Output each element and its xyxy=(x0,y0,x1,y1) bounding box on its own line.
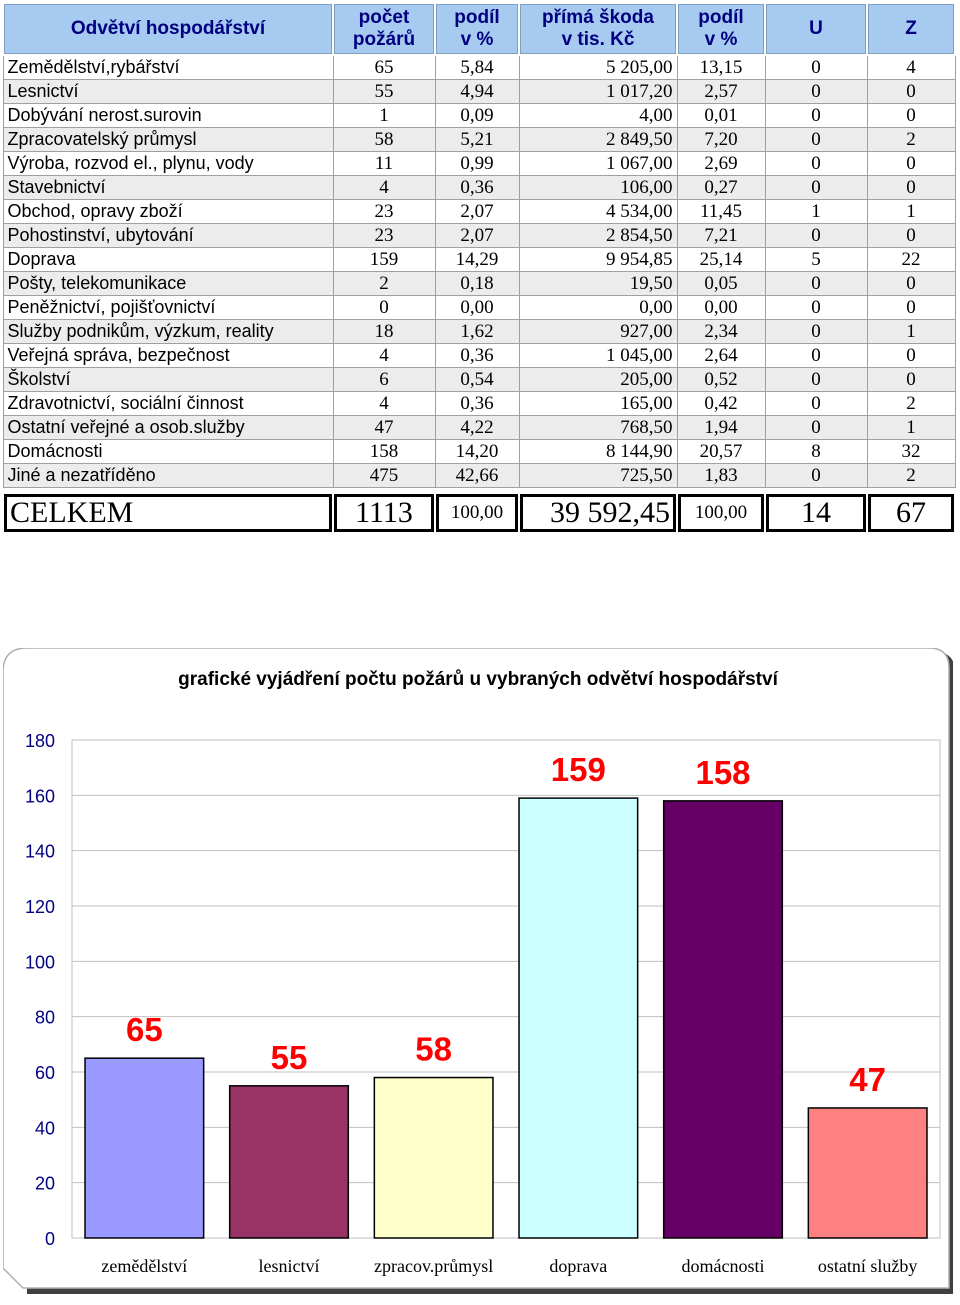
cell-fire-share: 0,18 xyxy=(435,272,519,296)
data-label: 55 xyxy=(270,1038,308,1076)
data-label: 159 xyxy=(550,751,606,789)
table-row xyxy=(3,440,955,464)
cell-sector: Stavebnictví xyxy=(3,176,333,200)
cell-fire-share: 5,84 xyxy=(435,55,519,80)
cell-z: 22 xyxy=(867,248,955,272)
cell-direct-damage: 5 205,00 xyxy=(519,55,677,80)
cell-damage-share: 0,00 xyxy=(677,296,765,320)
cell-u: 0 xyxy=(765,55,867,80)
cell-fire-count: 23 xyxy=(333,224,435,248)
cell-z: 0 xyxy=(867,272,955,296)
cell-fire-share: 0,09 xyxy=(435,104,519,128)
cell-z: 2 xyxy=(867,392,955,416)
cell-direct-damage: 165,00 xyxy=(519,392,677,416)
y-tick-label: 40 xyxy=(34,1118,55,1139)
cell-fire-share: 4,22 xyxy=(435,416,519,440)
table-row xyxy=(3,248,955,272)
header-u: U xyxy=(765,3,867,55)
cell-z: 2 xyxy=(867,464,955,488)
cell-z: 32 xyxy=(867,440,955,464)
cell-direct-damage: 0,00 xyxy=(519,296,677,320)
cell-sector: Doprava xyxy=(3,248,333,272)
cell-fire-count: 4 xyxy=(333,392,435,416)
cell-direct-damage: 768,50 xyxy=(519,416,677,440)
table-row xyxy=(3,416,955,440)
cell-fire-share: 0,99 xyxy=(435,152,519,176)
cell-fire-count: 4 xyxy=(333,344,435,368)
cell-fire-share: 5,21 xyxy=(435,128,519,152)
cell-sector: Jiné a nezatříděno xyxy=(3,464,333,488)
cell-direct-damage: 4 534,00 xyxy=(519,200,677,224)
cell-damage-share: 2,69 xyxy=(677,152,765,176)
cell-fire-share: 2,07 xyxy=(435,224,519,248)
cell-u: 0 xyxy=(765,80,867,104)
cell-fire-count: 0 xyxy=(333,296,435,320)
cell-u: 0 xyxy=(765,128,867,152)
header-direct-damage: přímá škoda v tis. Kč xyxy=(519,3,677,55)
cell-u: 0 xyxy=(765,224,867,248)
cell-sector: Peněžnictví, pojišťovnictví xyxy=(3,296,333,320)
x-tick-label: zemědělství xyxy=(101,1256,188,1276)
cell-sector: Výroba, rozvod el., plynu, vody xyxy=(3,152,333,176)
y-tick-label: 20 xyxy=(34,1173,55,1194)
cell-damage-share: 0,01 xyxy=(677,104,765,128)
cell-z: 1 xyxy=(867,320,955,344)
cell-sector: Pošty, telekomunikace xyxy=(3,272,333,296)
cell-damage-share: 25,14 xyxy=(677,248,765,272)
y-tick-label: 120 xyxy=(24,897,55,917)
cell-direct-damage: 2 849,50 xyxy=(519,128,677,152)
y-tick-label: 80 xyxy=(34,1007,55,1028)
data-label: 158 xyxy=(695,753,751,791)
cell-sector: Ostatní veřejné a osob.služby xyxy=(3,416,333,440)
header-fire-share: podíl v % xyxy=(435,3,519,55)
cell-fire-share: 0,36 xyxy=(435,392,519,416)
cell-damage-share: 11,45 xyxy=(677,200,765,224)
cell-direct-damage: 9 954,85 xyxy=(519,248,677,272)
cell-damage-share: 2,34 xyxy=(677,320,765,344)
cell-direct-damage: 4,00 xyxy=(519,104,677,128)
total-damage: 39 592,45 xyxy=(519,493,677,533)
y-tick-label: 180 xyxy=(24,731,55,751)
data-label: 58 xyxy=(415,1030,453,1068)
table-header-row xyxy=(3,3,955,55)
cell-sector: Služby podnikům, výzkum, reality xyxy=(3,320,333,344)
cell-damage-share: 20,57 xyxy=(677,440,765,464)
cell-sector: Zemědělství,rybářství xyxy=(3,55,333,80)
y-tick-label: 60 xyxy=(34,1063,55,1083)
cell-u: 5 xyxy=(765,248,867,272)
cell-u: 1 xyxy=(765,200,867,224)
cell-u: 0 xyxy=(765,344,867,368)
bar-3 xyxy=(374,1078,493,1238)
cell-damage-share: 0,05 xyxy=(677,272,765,296)
data-label: 65 xyxy=(125,1011,163,1049)
cell-fire-count: 11 xyxy=(333,152,435,176)
cell-fire-count: 47 xyxy=(333,416,435,440)
cell-damage-share: 2,57 xyxy=(677,80,765,104)
total-row xyxy=(3,493,955,533)
cell-direct-damage: 1 045,00 xyxy=(519,344,677,368)
cell-fire-share: 2,07 xyxy=(435,200,519,224)
cell-direct-damage: 725,50 xyxy=(519,464,677,488)
cell-z: 0 xyxy=(867,296,955,320)
cell-damage-share: 2,64 xyxy=(677,344,765,368)
cell-z: 0 xyxy=(867,224,955,248)
header-sector: Odvětví hospodářství xyxy=(3,3,333,55)
cell-u: 0 xyxy=(765,272,867,296)
table-row xyxy=(3,200,955,224)
table-row xyxy=(3,320,955,344)
table-row xyxy=(3,296,955,320)
cell-u: 0 xyxy=(765,176,867,200)
cell-u: 0 xyxy=(765,152,867,176)
cell-damage-share: 7,21 xyxy=(677,224,765,248)
cell-sector: Veřejná správa, bezpečnost xyxy=(3,344,333,368)
y-tick-label: 140 xyxy=(24,841,55,862)
cell-z: 0 xyxy=(867,344,955,368)
cell-fire-share: 0,36 xyxy=(435,176,519,200)
cell-sector: Domácnosti xyxy=(3,440,333,464)
total-share: 100,00 xyxy=(435,493,519,533)
cell-u: 0 xyxy=(765,320,867,344)
total-u: 14 xyxy=(765,493,867,533)
header-fire-count: počet požárů xyxy=(333,3,435,55)
cell-u: 8 xyxy=(765,440,867,464)
cell-u: 0 xyxy=(765,392,867,416)
bar-6 xyxy=(808,1108,927,1238)
table-row xyxy=(3,344,955,368)
cell-damage-share: 1,83 xyxy=(677,464,765,488)
cell-damage-share: 0,27 xyxy=(677,176,765,200)
cell-direct-damage: 1 017,20 xyxy=(519,80,677,104)
cell-damage-share: 13,15 xyxy=(677,55,765,80)
cell-sector: Dobývání nerost.surovin xyxy=(3,104,333,128)
cell-z: 1 xyxy=(867,200,955,224)
header-damage-share: podíl v % xyxy=(677,3,765,55)
cell-z: 0 xyxy=(867,152,955,176)
cell-fire-share: 42,66 xyxy=(435,464,519,488)
cell-z: 0 xyxy=(867,80,955,104)
table-row xyxy=(3,368,955,392)
cell-fire-count: 158 xyxy=(333,440,435,464)
table-row xyxy=(3,80,955,104)
cell-direct-damage: 927,00 xyxy=(519,320,677,344)
y-tick-label: 100 xyxy=(24,952,55,973)
cell-z: 0 xyxy=(867,104,955,128)
bar-4 xyxy=(519,798,638,1238)
cell-u: 0 xyxy=(765,368,867,392)
cell-sector: Obchod, opravy zboží xyxy=(3,200,333,224)
y-tick-label: 160 xyxy=(24,786,55,807)
cell-fire-count: 65 xyxy=(333,55,435,80)
cell-fire-count: 23 xyxy=(333,200,435,224)
cell-fire-count: 475 xyxy=(333,464,435,488)
table-row xyxy=(3,176,955,200)
cell-damage-share: 0,42 xyxy=(677,392,765,416)
cell-u: 0 xyxy=(765,104,867,128)
table-row xyxy=(3,152,955,176)
cell-u: 0 xyxy=(765,416,867,440)
cell-z: 1 xyxy=(867,416,955,440)
cell-fire-count: 6 xyxy=(333,368,435,392)
y-tick-label: 0 xyxy=(44,1229,55,1249)
cell-sector: Zdravotnictví, sociální činnost xyxy=(3,392,333,416)
cell-fire-share: 4,94 xyxy=(435,80,519,104)
total-fires: 1113 xyxy=(333,493,435,533)
cell-sector: Lesnictví xyxy=(3,80,333,104)
cell-fire-share: 14,29 xyxy=(435,248,519,272)
cell-fire-share: 0,36 xyxy=(435,344,519,368)
bar-5 xyxy=(664,801,783,1238)
cell-fire-count: 4 xyxy=(333,176,435,200)
fire-statistics-table xyxy=(2,2,956,534)
cell-fire-count: 18 xyxy=(333,320,435,344)
cell-z: 0 xyxy=(867,368,955,392)
cell-damage-share: 7,20 xyxy=(677,128,765,152)
x-tick-label: zpracov.průmysl xyxy=(374,1256,494,1276)
x-tick-label: domácnosti xyxy=(681,1256,765,1276)
bar-1 xyxy=(85,1058,204,1238)
table-row xyxy=(3,55,955,80)
table-row xyxy=(3,224,955,248)
table-row xyxy=(3,104,955,128)
x-tick-label: lesnictví xyxy=(258,1256,320,1276)
cell-fire-count: 159 xyxy=(333,248,435,272)
x-tick-label: doprava xyxy=(549,1256,608,1276)
cell-direct-damage: 205,00 xyxy=(519,368,677,392)
bar-2 xyxy=(230,1086,349,1238)
x-tick-label: ostatní služby xyxy=(817,1256,918,1276)
cell-u: 0 xyxy=(765,464,867,488)
cell-direct-damage: 8 144,90 xyxy=(519,440,677,464)
cell-fire-share: 14,20 xyxy=(435,440,519,464)
cell-sector: Pohostinství, ubytování xyxy=(3,224,333,248)
header-z: Z xyxy=(867,3,955,55)
cell-damage-share: 1,94 xyxy=(677,416,765,440)
chart-svg xyxy=(3,648,953,1298)
table-row xyxy=(3,464,955,488)
cell-z: 4 xyxy=(867,55,955,80)
cell-fire-share: 0,00 xyxy=(435,296,519,320)
data-label: 47 xyxy=(849,1060,887,1098)
cell-fire-count: 1 xyxy=(333,104,435,128)
cell-direct-damage: 106,00 xyxy=(519,176,677,200)
total-z: 67 xyxy=(867,493,955,533)
cell-damage-share: 0,52 xyxy=(677,368,765,392)
cell-u: 0 xyxy=(765,296,867,320)
fires-by-sector-chart xyxy=(3,648,953,1298)
chart-title: grafické vyjádření počtu požárů u vybraných odvětví hospodářství xyxy=(178,669,778,690)
cell-direct-damage: 1 067,00 xyxy=(519,152,677,176)
cell-sector: Zpracovatelský průmysl xyxy=(3,128,333,152)
cell-fire-count: 58 xyxy=(333,128,435,152)
cell-direct-damage: 19,50 xyxy=(519,272,677,296)
cell-fire-count: 55 xyxy=(333,80,435,104)
cell-z: 2 xyxy=(867,128,955,152)
table-row xyxy=(3,392,955,416)
cell-fire-share: 1,62 xyxy=(435,320,519,344)
cell-fire-count: 2 xyxy=(333,272,435,296)
cell-sector: Školství xyxy=(3,368,333,392)
total-label: CELKEM xyxy=(3,493,333,533)
table-row xyxy=(3,128,955,152)
cell-fire-share: 0,54 xyxy=(435,368,519,392)
table-row xyxy=(3,272,955,296)
cell-direct-damage: 2 854,50 xyxy=(519,224,677,248)
cell-z: 0 xyxy=(867,176,955,200)
total-damage-share: 100,00 xyxy=(677,493,765,533)
